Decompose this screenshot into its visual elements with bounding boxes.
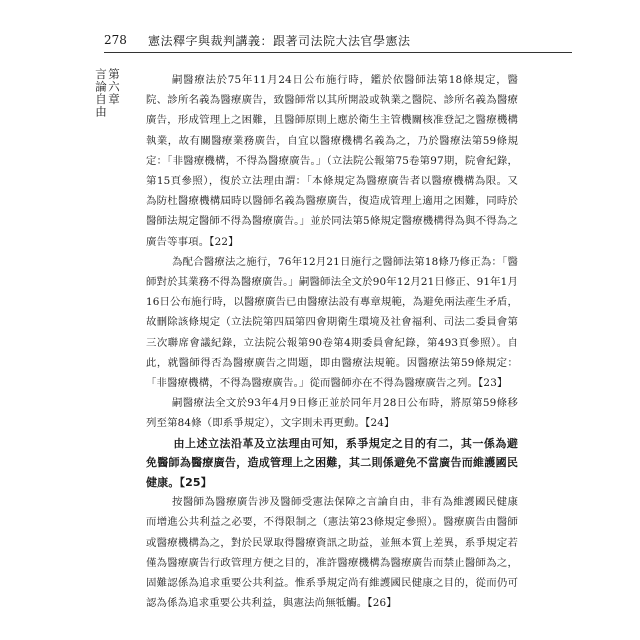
paragraph-25: 由上述立法沿革及立法理由可知，系爭規定之目的有二，其一係為避免醫師為醫療廣告，造成管理上之困難，其二則係避免不當廣告而維護國民健康。【25】 <box>146 436 518 489</box>
page-header <box>104 30 574 50</box>
section-label: 言論自由 <box>94 68 108 118</box>
page-number: 278 <box>104 33 127 47</box>
paragraph-26: 按醫師為醫療廣告涉及醫師受憲法保障之言論自由，非有為維護國民健康而增進公共利益之必要，不得限制之（憲法第23條規定參照）。醫療廣告由醫師或醫療機構為之，對於民眾取得醫療資訊之助益，並無本質上差異，系爭規定若僅為醫療廣告行政管理方便之目的，准許醫療機構為醫療廣告而禁止醫師為之，固難認係為追求重要公共利益。惟系爭規定尚有維護國民健康之目的，從而仍可認為係為追求重要公共利益，與憲法尚無牴觸。【26】 <box>146 496 518 610</box>
body-text <box>146 70 518 613</box>
chapter-label: 第六章 <box>107 68 121 106</box>
header-rule <box>104 52 572 53</box>
paragraph-22: 嗣醫療法於75年11月24日公布施行時，鑑於依醫師法第18條規定，醫院、診所名義為醫療廣告，致醫師常以其所開設或執業之醫院、診所名義為醫療廣告，形成管理上之困難，且醫師原則上應於衛生主管機關核准登記之醫療機構執業，故有關醫療業務廣告，自宜以醫療機構名義為之，乃於醫療法第59條規定：「非醫療機構，不得為醫療廣告。」（立法院公報第75卷第97期，院會紀錄，第15頁參照），復於立法理由謂：「本條規定為醫療廣告者以醫療機構為限。又為防杜醫療機構屆時以醫師名義為醫療廣告，復造成管理上適用之困難，同時於醫師法規定醫師不得為醫療廣告。」並於同法第5條規定醫療機構得為與不得為之廣告等事項。【22】 <box>146 74 518 248</box>
paragraph-23: 為配合醫療法之施行，76年12月21日施行之醫師法第18條乃修正為：「醫師對於其業務不得為醫療廣告。」嗣醫師法全文於90年12月21日修正、91年1月16日公布施行時，以醫療廣告已由醫療法設有專章規範，為避免兩法產生矛盾，故刪除該條規定（立法院第四屆第四會期衛生環境及社會福利、司法二委員會第三次聯席會議紀錄，立法院公報第90卷第4期委員會紀錄，第493頁參照）。自此，就醫師得否為醫療廣告之問題，即由醫療法規範。因醫療法第59條規定：「非醫療機構，不得為醫療廣告。」從而醫師亦在不得為醫療廣告之列。【23】 <box>146 255 518 390</box>
paragraph-24: 嗣醫療法全文於93年4月9日修正並於同年月28日公布時，將原第59條移列至第84條（即系爭規定），文字則未再更動。【24】 <box>146 397 518 430</box>
running-title: 憲法釋字與裁判講義：跟著司法院大法官學憲法 <box>148 33 411 48</box>
chapter-side-tab <box>94 68 121 118</box>
